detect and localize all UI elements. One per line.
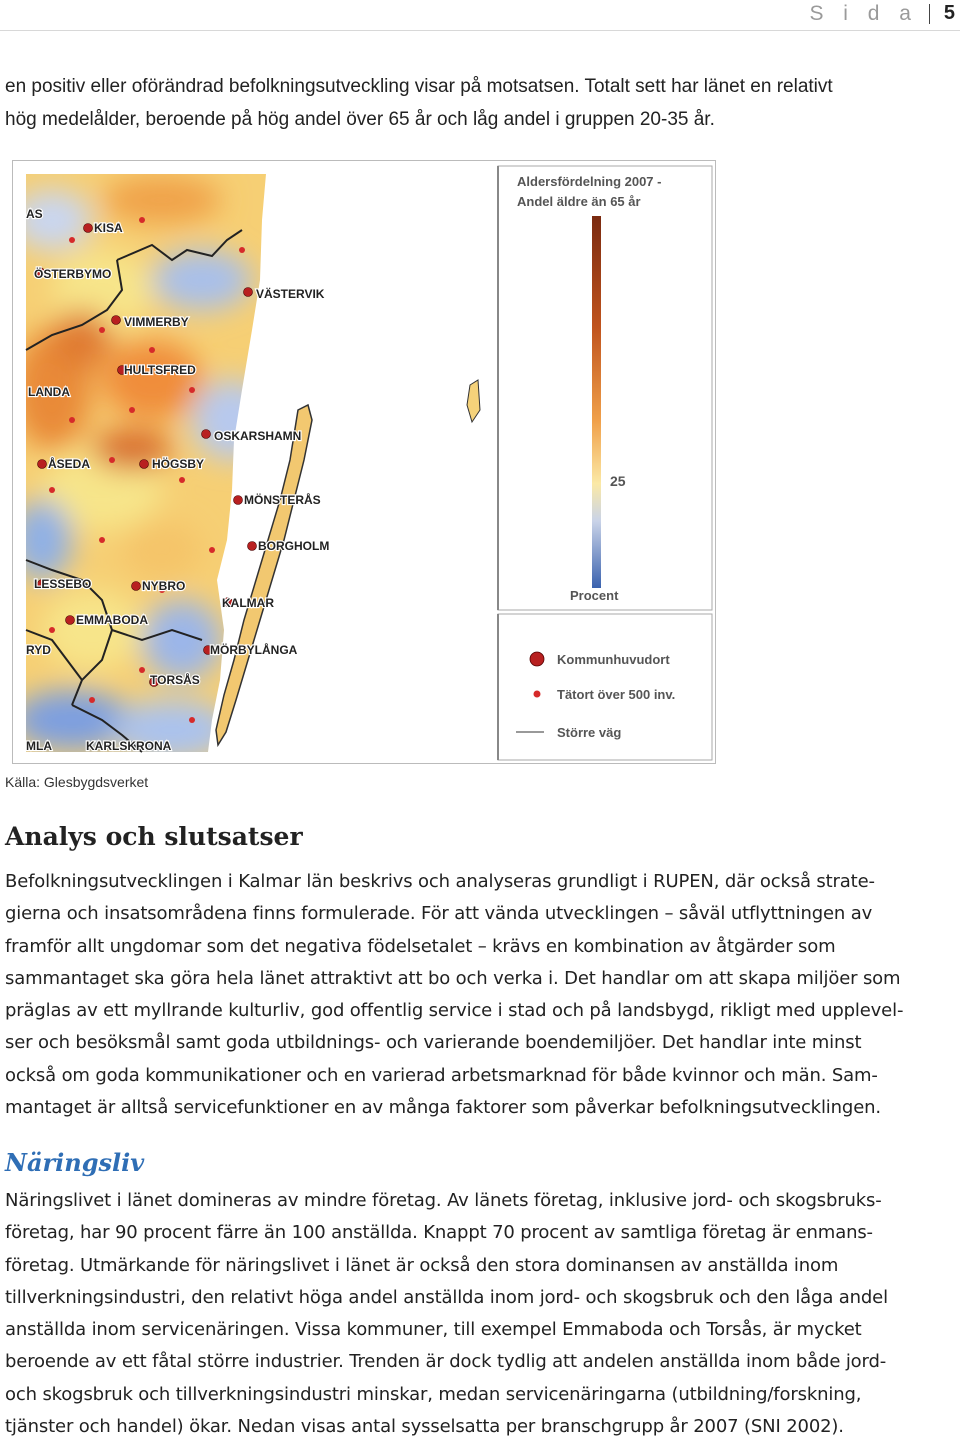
place-label: EMMABODA xyxy=(76,613,148,627)
naringsliv-line: företag. Utmärkande för näringslivet i länet är också den stora dominansen av anställda inom xyxy=(5,1254,839,1276)
analys-line: sammantaget ska göra hela länet attraktivt att bo och verka i. Det handlar om att skapa miljöer som xyxy=(5,967,901,989)
analys-line: gierna och insatsområdena finns formulerade. För att vända utvecklingen – såväl utflyttningen av xyxy=(5,903,873,925)
naringsliv-paragraph xyxy=(5,1185,955,1443)
analys-paragraph xyxy=(5,866,955,1124)
place-label: VIMMERBY xyxy=(124,315,189,329)
analys-line: också om goda kommunikationer och en varierad arbetsmarknad för både kvinnor och män. Sam- xyxy=(5,1064,878,1086)
place-label: HULTSFRED xyxy=(124,363,196,377)
naringsliv-line: anställda inom servicenäringen. Vissa kommuner, till exempel Emmaboda och Torsås, är mycket xyxy=(5,1319,862,1341)
scale-unit-label: Procent xyxy=(570,588,619,603)
place-label: OSKARSHAMN xyxy=(214,429,302,443)
naringsliv-line: tjänster och handel) ökar. Nedan visas antal sysselsatta per branschgrupp år 2007 (SNI 2002). xyxy=(5,1416,844,1438)
place-label: BORGHOLM xyxy=(258,539,330,553)
tatort-symbol xyxy=(534,691,541,698)
place-label: KARLSKRONA xyxy=(86,739,172,753)
legend-title: Aldersfördelning 2007 - xyxy=(517,174,662,189)
kommunhuvudort-symbol xyxy=(530,652,544,666)
heading-naringsliv: Näringsliv xyxy=(5,1148,145,1177)
analys-line: framför allt ungdomar som det negativa födelsetalet – krävs en kombination av åtgärder som xyxy=(5,935,836,957)
place-label: NYBRO xyxy=(142,579,186,593)
intro-line: hög medelålder, beroende på hög andel över 65 år och låg andel i gruppen 20-35 år. xyxy=(5,109,715,130)
place-label: HÖGSBY xyxy=(152,457,205,471)
naringsliv-line: och skogsbruk och tillverkningsindustri minskar, medan servicenäringarna (utbildning/forskning, xyxy=(5,1383,862,1405)
heading-analys: Analys och slutsatser xyxy=(5,822,303,851)
place-label: MÖRBYLÅNGA xyxy=(210,643,298,657)
place-label: TORSÅS xyxy=(150,673,200,687)
place-label: ÅSEDA xyxy=(48,457,91,471)
naringsliv-line: Näringslivet i länet domineras av mindre företag. Av länets företag, inklusive jord- och skogsbruks- xyxy=(5,1190,882,1211)
legend-item-tatort: Tätort över 500 inv. xyxy=(557,687,676,702)
page-number: 5 xyxy=(943,2,955,24)
header-divider xyxy=(929,4,930,24)
figure-caption: Källa: Glesbygdsverket xyxy=(5,774,149,790)
place-label: LESSEBO xyxy=(34,577,92,591)
intro-line: en positiv eller oförändrad befolkningsutveckling visar på motsatsen. Totalt sett har länet en relativt xyxy=(5,76,833,97)
place-label: MLA xyxy=(26,739,52,753)
legend-item-road: Större väg xyxy=(557,725,622,740)
analys-line: präglas av ett myllrande kulturliv, god offentlig service i stad och på landsbygd, rikligt med upplevel- xyxy=(5,1000,904,1022)
place-label: MÖNSTERÅS xyxy=(244,493,321,507)
page-header xyxy=(0,0,960,31)
analys-line: Befolkningsutvecklingen i Kalmar län beskrivs och analyseras grundligt i RUPEN, där också strate- xyxy=(5,871,875,892)
analys-line: ser och besöksmål samt goda utbildnings- och varierande boendemiljöer. Det handlar inte minst xyxy=(5,1032,862,1054)
legend-subtitle: Andel äldre än 65 år xyxy=(517,194,641,209)
place-label: AS xyxy=(26,207,43,221)
color-scale-bar xyxy=(592,216,601,588)
place-label: KISA xyxy=(94,221,123,235)
naringsliv-line: tillverkningsindustri, den relativt höga andel anställda inom jord- och skogsbruk och den låga andel xyxy=(5,1286,888,1308)
naringsliv-line: företag, har 90 procent färre än 100 anställda. Knappt 70 procent av samtliga företag är enmans- xyxy=(5,1222,873,1244)
place-label: LANDA xyxy=(28,385,70,399)
scale-legend-panel xyxy=(498,166,712,610)
page-label: S i d a xyxy=(809,2,918,25)
scale-value-label: 25 xyxy=(610,473,626,489)
place-label: ÖSTERBYMO xyxy=(34,267,112,281)
map-svg xyxy=(12,160,716,764)
intro-paragraph xyxy=(5,70,955,136)
legend-item-kommunhuvudort: Kommunhuvudort xyxy=(557,652,670,667)
place-label: VÄSTERVIK xyxy=(256,287,325,301)
place-label: KALMAR xyxy=(222,596,274,610)
place-label: RYD xyxy=(26,643,51,657)
age-distribution-map-figure xyxy=(12,160,716,764)
naringsliv-line: beroende av ett fåtal större industrier. Trenden är dock tydlig att andelen anställda inom både jord- xyxy=(5,1351,887,1373)
analys-line: mantaget är alltså servicefunktioner en av många faktorer som påverkar befolkningsutvecklingen. xyxy=(5,1097,881,1119)
